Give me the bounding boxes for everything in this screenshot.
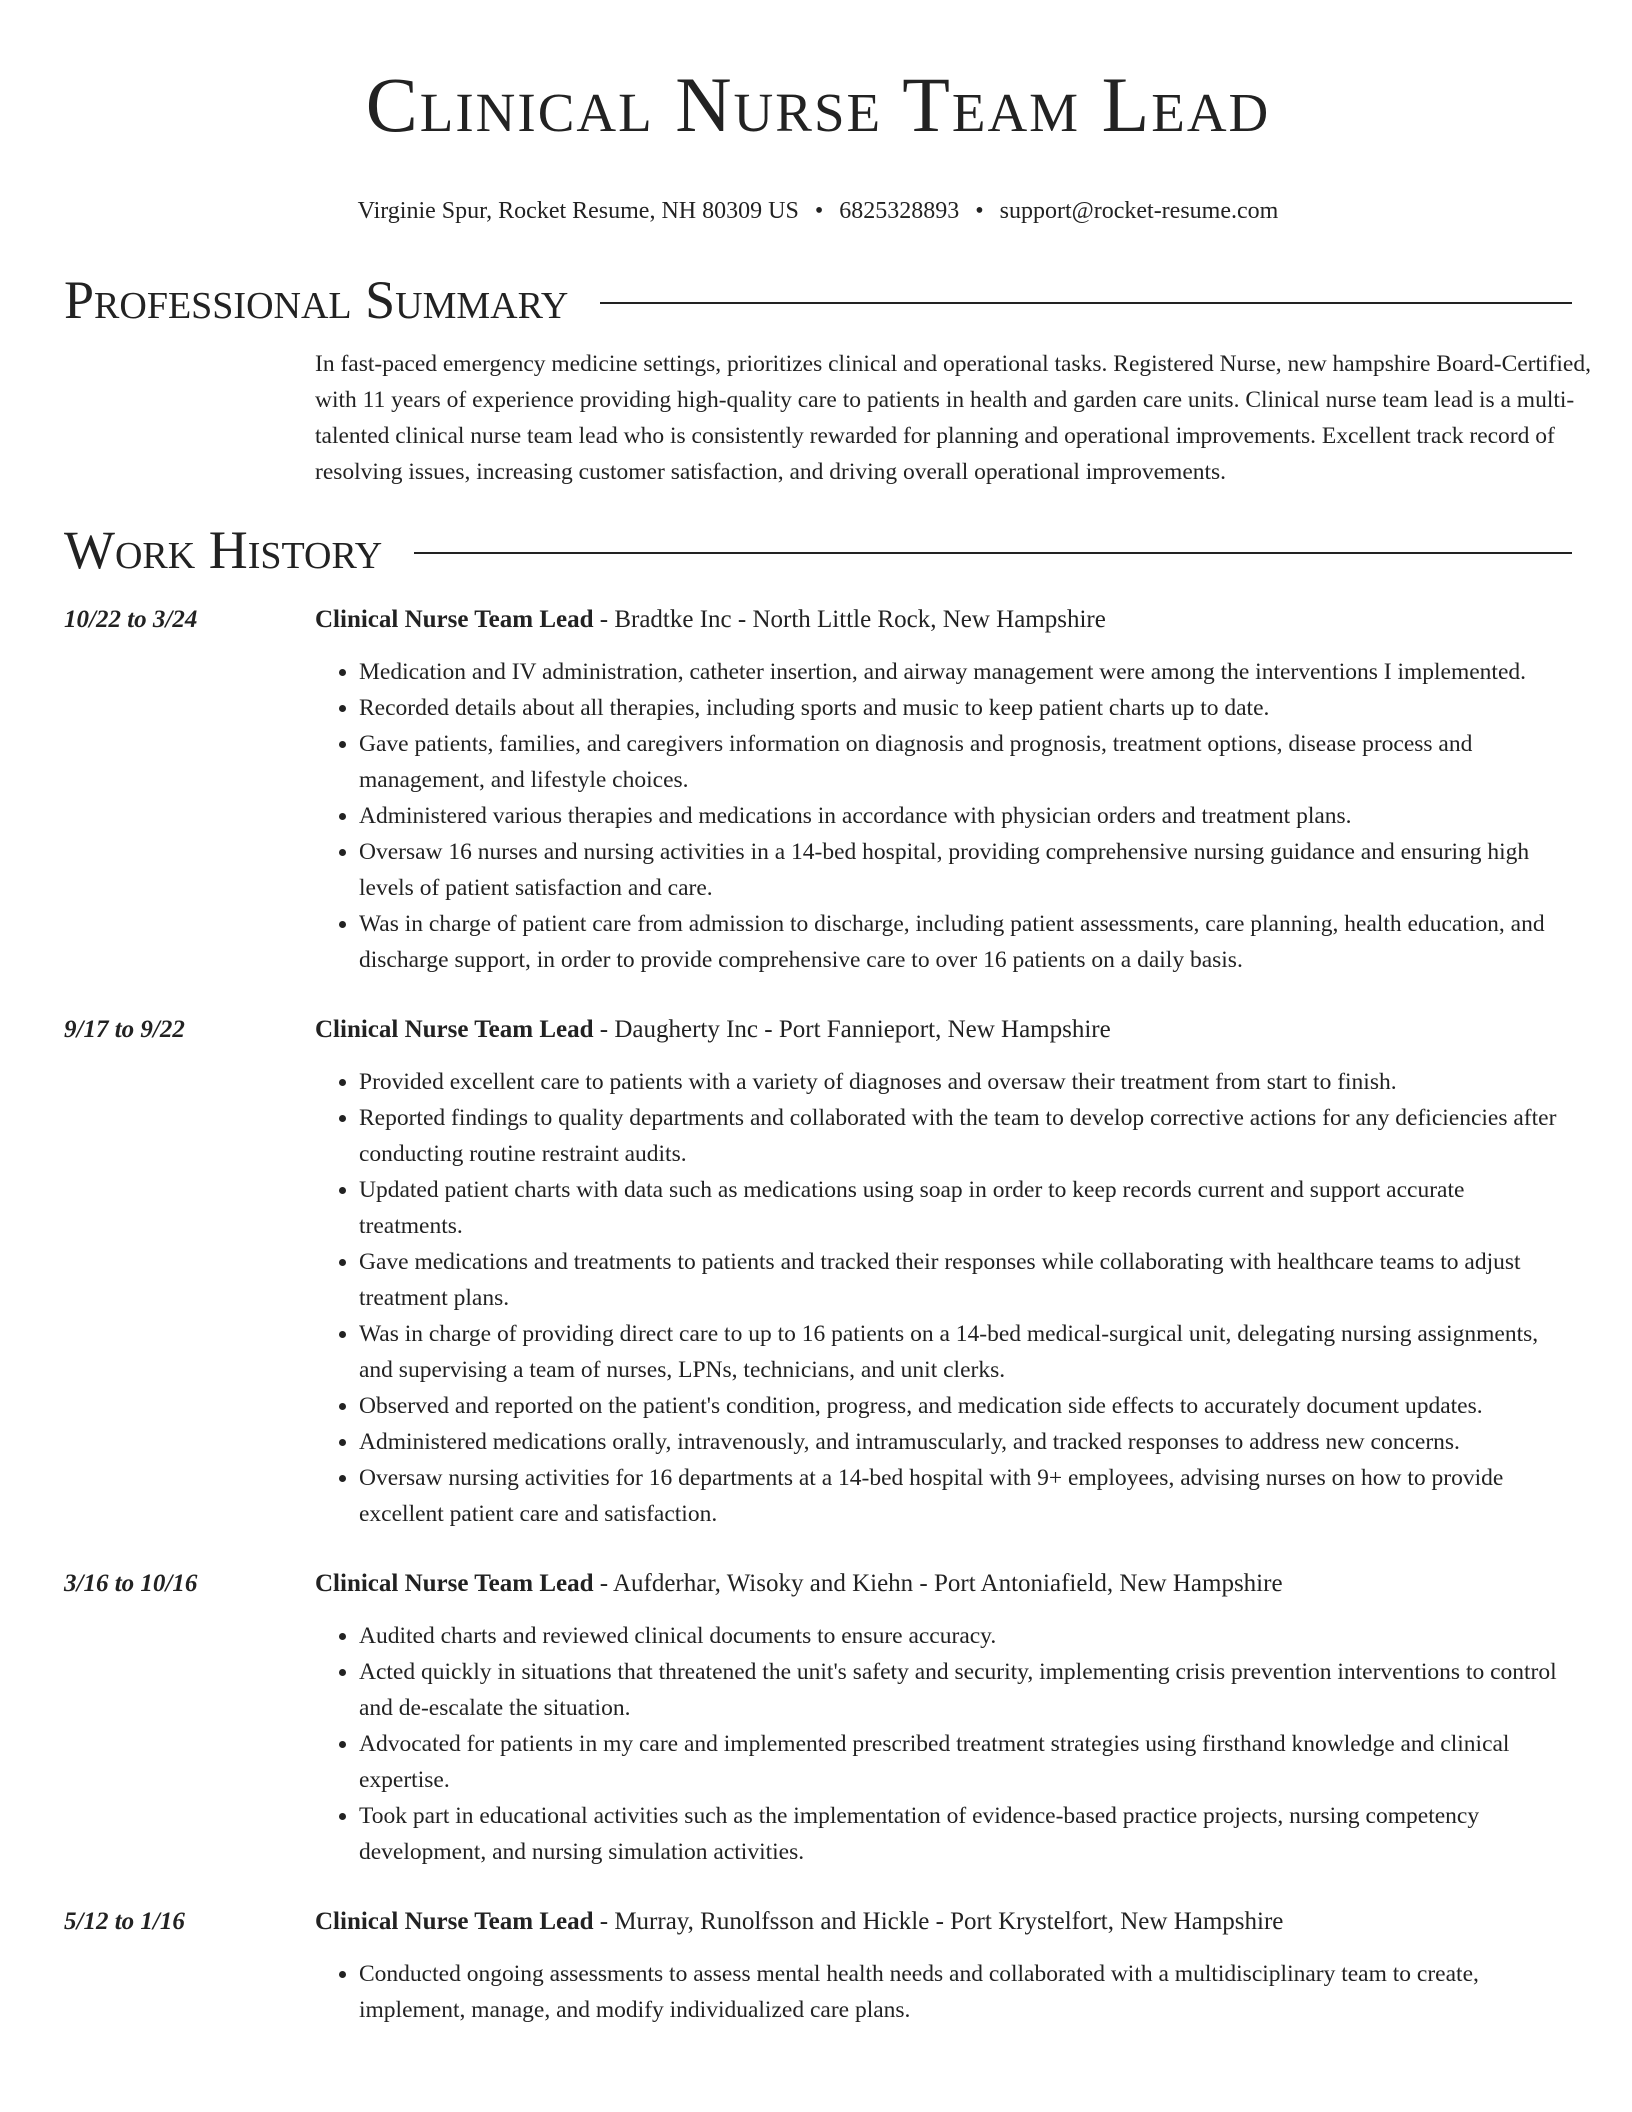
job-bullet: • Took part in educational activities such as the implementation of evidence-based practice projects, nursing competency development, and nursing simulation activities. — [359, 1798, 1572, 1870]
job-entry — [64, 1012, 1572, 1532]
job-body — [315, 1012, 1572, 1532]
contact-separator: • — [975, 198, 984, 224]
summary-text: In fast-paced emergency medicine settings, prioritizes clinical and operational tasks. Registered Nurse, new hampshire Board-Certified, with 11 years of experience providing high-quality care to patients in health and garden care units. Clinical nurse team lead is a multi-talented clinical nurse team lead who is consistently rewarded for planning and operational improvements. Excellent track record of resolving issues, increasing customer satisfaction, and driving overall operational improvements. — [315, 351, 1591, 485]
job-bullet: • Oversaw nursing activities for 16 departments at a 14-bed hospital with 9+ employees, advising nurses on how to provide excellent patient care and satisfaction. — [359, 1460, 1572, 1532]
job-bullet-list — [315, 1064, 1572, 1532]
job-bullet: • Reported findings to quality departments and collaborated with the team to develop corrective actions for any deficiencies after conducting routine restraint audits. — [359, 1100, 1572, 1172]
job-dates: 3/16 to 10/16 — [64, 1570, 198, 1597]
job-body — [315, 602, 1572, 978]
job-bullet-list — [315, 654, 1572, 978]
job-entry — [64, 602, 1572, 978]
job-bullet: • Administered various therapies and medications in accordance with physician orders and treatment plans. — [359, 798, 1572, 834]
job-bullet: • Audited charts and reviewed clinical documents to ensure accuracy. — [359, 1618, 1572, 1654]
contact-email: support@rocket-resume.com — [999, 198, 1279, 224]
job-entry — [64, 1904, 1572, 2028]
work-section-header — [64, 520, 1572, 580]
job-title-line — [315, 602, 1572, 638]
contact-separator: • — [814, 198, 824, 224]
job-bullet: • Medication and IV administration, catheter insertion, and airway management were among the interventions I implemented. — [359, 654, 1572, 690]
job-title: Clinical Nurse Team Lead — [315, 606, 594, 633]
contact-phone: 6825328893 — [839, 198, 960, 224]
summary-section-header — [64, 270, 1572, 330]
job-bullet-list — [315, 1618, 1572, 1870]
job-employer-location: - Bradtke Inc - North Little Rock, New Hampshire — [593, 606, 1106, 633]
job-title-line — [315, 1904, 1572, 1940]
job-employer-location: - Aufderhar, Wisoky and Kiehn - Port Antoniafield, New Hampshire — [593, 1570, 1283, 1597]
job-dates: 5/12 to 1/16 — [64, 1908, 185, 1935]
job-title: Clinical Nurse Team Lead — [315, 1908, 594, 1935]
job-bullet: • Administered medications orally, intravenously, and intramuscularly, and tracked responses to address new concerns. — [359, 1424, 1572, 1460]
summary-heading: Professional Summary — [64, 270, 569, 330]
job-body — [315, 1566, 1572, 1870]
section-divider — [414, 552, 1572, 554]
job-bullet: • Recorded details about all therapies, including sports and music to keep patient charts up to date. — [359, 690, 1572, 726]
job-employer-location: - Murray, Runolfsson and Hickle - Port Krystelfort, New Hampshire — [593, 1908, 1284, 1935]
job-bullet: • Was in charge of providing direct care to up to 16 patients on a 14-bed medical-surgical unit, delegating nursing assignments, and supervising a team of nurses, LPNs, technicians, and unit clerks. — [359, 1316, 1572, 1388]
job-title: Clinical Nurse Team Lead — [315, 1016, 594, 1043]
resume-name: Clinical Nurse Team Lead — [365, 61, 1271, 148]
contact-address: Virginie Spur, Rocket Resume, NH 80309 US — [357, 198, 799, 224]
job-bullet: • Conducted ongoing assessments to assess mental health needs and collaborated with a multidisciplinary team to create, implement, manage, and modify individualized care plans. — [359, 1956, 1572, 2028]
job-bullet: • Advocated for patients in my care and implemented prescribed treatment strategies using firsthand knowledge and clinical expertise. — [359, 1726, 1572, 1798]
job-bullet: • Provided excellent care to patients with a variety of diagnoses and oversaw their treatment from start to finish. — [359, 1064, 1572, 1100]
job-bullet: • Was in charge of patient care from admission to discharge, including patient assessments, care planning, health education, and discharge support, in order to provide comprehensive care to over 16 patients on a daily basis. — [359, 906, 1572, 978]
section-divider — [600, 302, 1572, 304]
job-bullet: • Gave medications and treatments to patients and tracked their responses while collaborating with healthcare teams to adjust treatment plans. — [359, 1244, 1572, 1316]
contact-line — [64, 196, 1572, 226]
job-entry — [64, 1566, 1572, 1870]
job-bullet: • Observed and reported on the patient's condition, progress, and medication side effects to accurately document updates. — [359, 1388, 1572, 1424]
job-bullet: • Updated patient charts with data such as medications using soap in order to keep records current and support accurate treatments. — [359, 1172, 1572, 1244]
job-title-line — [315, 1012, 1572, 1048]
job-body — [315, 1904, 1572, 2028]
job-bullet-list — [315, 1956, 1572, 2028]
job-bullet: • Acted quickly in situations that threatened the unit's safety and security, implementing crisis prevention interventions to control and de-escalate the situation. — [359, 1654, 1572, 1726]
job-title-line — [315, 1566, 1572, 1602]
job-bullet: • Oversaw 16 nurses and nursing activities in a 14-bed hospital, providing comprehensive nursing guidance and ensuring high levels of patient satisfaction and care. — [359, 834, 1572, 906]
job-dates: 10/22 to 3/24 — [64, 606, 198, 633]
job-list — [64, 602, 1572, 2028]
job-dates: 9/17 to 9/22 — [64, 1016, 185, 1043]
job-bullet: • Gave patients, families, and caregivers information on diagnosis and prognosis, treatment options, disease process and management, and lifestyle choices. — [359, 726, 1572, 798]
work-heading: Work History — [64, 520, 383, 580]
job-title: Clinical Nurse Team Lead — [315, 1570, 594, 1597]
job-employer-location: - Daugherty Inc - Port Fannieport, New Hampshire — [593, 1016, 1111, 1043]
